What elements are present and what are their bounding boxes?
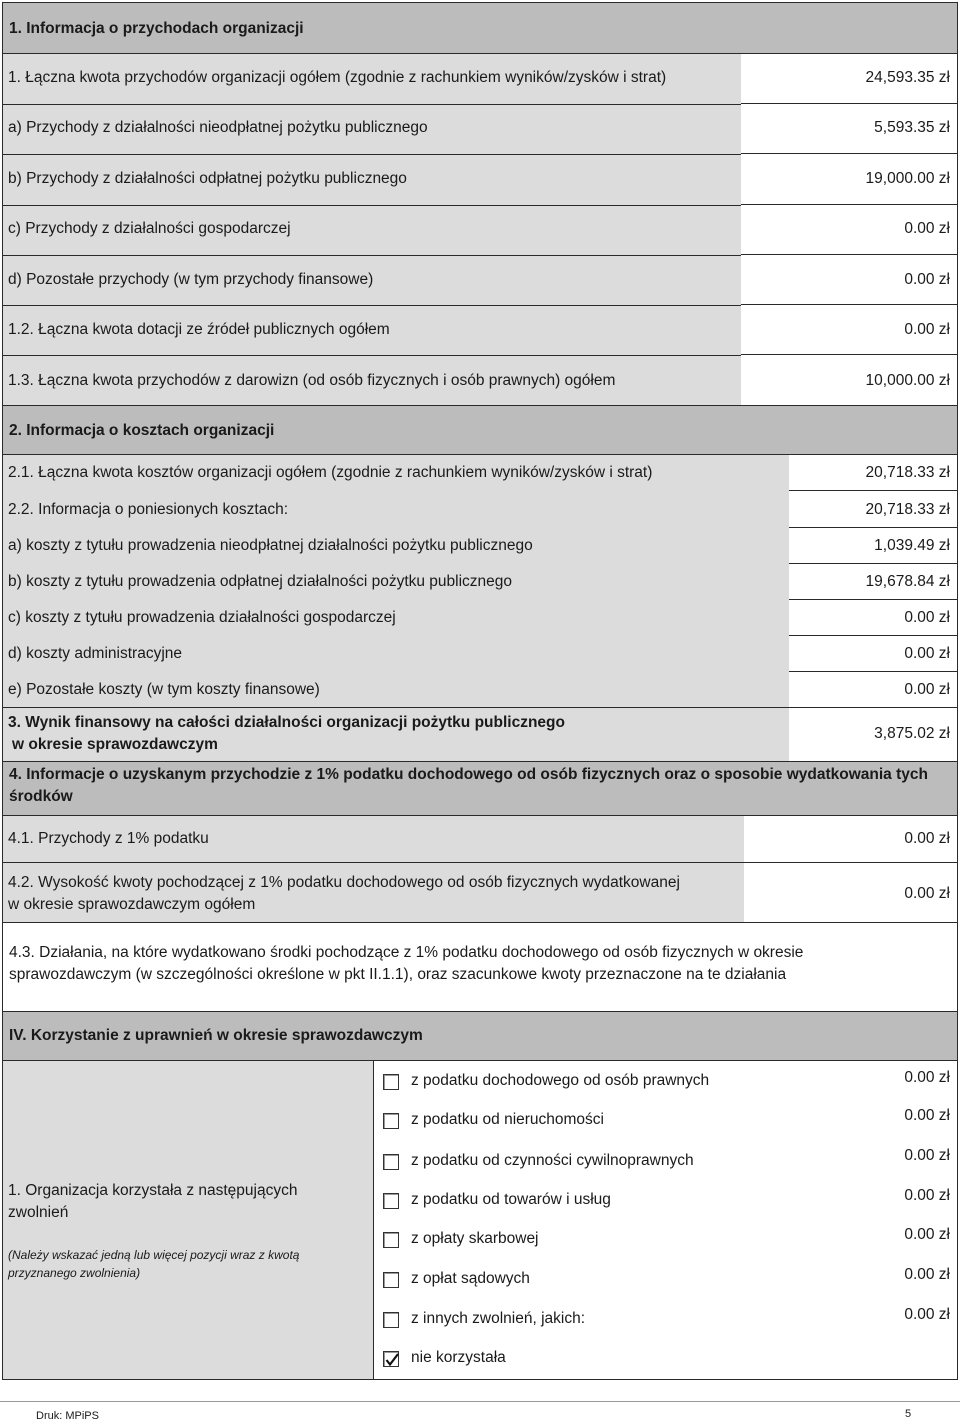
costs-d-value: 0.00 zł	[904, 645, 950, 662]
option-label: z podatku dochodowego od osób prawnych	[411, 1072, 710, 1089]
costs-a-label: a) koszty z tytułu prowadzenia nieodpłatnej działalności pożytku publicznego	[8, 537, 533, 554]
option-label: z podatku od nieruchomości	[411, 1111, 605, 1128]
exemptions-label-2: zwolnień	[8, 1204, 69, 1221]
checkbox-court-fees[interactable]	[383, 1272, 399, 1288]
costs-b-value: 19,678.84 zł	[865, 573, 950, 590]
checkbox-civil-law-tax[interactable]	[383, 1154, 399, 1170]
one-percent-revenue-label: 4.1. Przychody z 1% podatku	[8, 830, 209, 847]
costs-info-label: 2.2. Informacja o poniesionych kosztach:	[8, 501, 289, 518]
revenue-a-value: 5,593.35 zł	[874, 119, 950, 136]
exemptions-hint-2: przyznanego zwolnienia)	[8, 1266, 141, 1280]
one-percent-activities-label: 4.3. Działania, na które wydatkowano środki pochodzące z 1% podatku dochodowego od osób fizycznych w okresie	[9, 944, 804, 961]
revenue-b-label: b) Przychody z działalności odpłatnej pożytku publicznego	[8, 170, 407, 187]
footer-divider	[0, 1401, 960, 1402]
section4-header	[2, 761, 958, 816]
total-revenue-label: 1. Łączna kwota przychodów organizacji ogółem (zgodnie z rachunkiem wyników/zysków i strat)	[8, 69, 667, 86]
sectionIV-title: IV. Korzystanie z uprawnień w okresie sprawozdawczym	[9, 1027, 423, 1044]
revenue-b-value: 19,000.00 zł	[865, 170, 950, 187]
option-label: z innych zwolnień, jakich:	[411, 1310, 586, 1327]
option-label: nie korzystała	[411, 1349, 506, 1366]
revenue-c-label: c) Przychody z działalności gospodarczej	[8, 220, 291, 237]
option-value: 0.00 zł	[904, 1107, 950, 1124]
exemptions-label: 1. Organizacja korzystała z następujących	[8, 1182, 298, 1199]
costs-info-value: 20,718.33 zł	[865, 501, 950, 518]
financial-result-label-2: w okresie sprawozdawczym	[12, 736, 218, 753]
checkbox-cit[interactable]	[383, 1074, 399, 1090]
print-label: Druk: MPiPS	[36, 1410, 99, 1422]
financial-result-label: 3. Wynik finansowy na całości działalności organizacji pożytku publicznego	[8, 714, 565, 731]
one-percent-revenue-value: 0.00 zł	[904, 830, 950, 847]
costs-e-value: 0.00 zł	[904, 681, 950, 698]
section1-header	[2, 2, 958, 54]
section4-title-2: środków	[9, 788, 73, 805]
revenue-d-value: 0.00 zł	[904, 271, 950, 288]
option-value: 0.00 zł	[904, 1266, 950, 1283]
subsidies-label: 1.2. Łączna kwota dotacji ze źródeł publicznych ogółem	[8, 321, 390, 338]
costs-a-value: 1,039.49 zł	[874, 537, 950, 554]
checkbox-vat[interactable]	[383, 1193, 399, 1209]
checkbox-none[interactable]	[383, 1351, 399, 1367]
option-label: z podatku od towarów i usług	[411, 1191, 611, 1208]
section1-title: 1. Informacja o przychodach organizacji	[9, 20, 304, 37]
option-label: z opłat sądowych	[411, 1270, 530, 1287]
revenue-a-label: a) Przychody z działalności nieodpłatnej pożytku publicznego	[8, 119, 428, 136]
option-label: z podatku od czynności cywilnoprawnych	[411, 1152, 694, 1169]
donations-value: 10,000.00 zł	[865, 372, 950, 389]
sectionIV-header	[2, 1011, 958, 1061]
option-value: 0.00 zł	[904, 1226, 950, 1243]
option-value: 0.00 zł	[904, 1187, 950, 1204]
option-label: z opłaty skarbowej	[411, 1230, 539, 1247]
option-value: 0.00 zł	[904, 1069, 950, 1086]
financial-result-value: 3,875.02 zł	[874, 725, 950, 742]
revenue-d-label: d) Pozostałe przychody (w tym przychody finansowe)	[8, 271, 374, 288]
one-percent-activities-box	[2, 922, 958, 1012]
costs-e-label: e) Pozostałe koszty (w tym koszty finansowe)	[8, 681, 320, 698]
sectionIV-table	[2, 1060, 958, 1380]
section4-title: 4. Informacje o uzyskanym przychodzie z 1% podatku dochodowego od osób fizycznych oraz o sposobie wydatkowania tych	[9, 766, 928, 783]
section2-title: 2. Informacja o kosztach organizacji	[9, 422, 275, 439]
costs-b-label: b) koszty z tytułu prowadzenia odpłatnej działalności pożytku publicznego	[8, 573, 513, 590]
costs-d-label: d) koszty administracyjne	[8, 645, 183, 662]
one-percent-spent-label-2: w okresie sprawozdawczym ogółem	[8, 896, 256, 913]
total-costs-value: 20,718.33 zł	[865, 464, 950, 481]
total-costs-label: 2.1. Łączna kwota kosztów organizacji ogółem (zgodnie z rachunkiem wyników/zysków i strat)	[8, 464, 653, 481]
one-percent-spent-label: 4.2. Wysokość kwoty pochodzącej z 1% podatku dochodowego od osób fizycznych wydatkowanej	[8, 874, 680, 891]
one-percent-activities-label-2: sprawozdawczym (w szczególności określone w pkt II.1.1), oraz szacunkowe kwoty przeznaczone na te działania	[9, 966, 787, 983]
revenue-c-value: 0.00 zł	[904, 220, 950, 237]
section2-header	[2, 405, 958, 455]
checkbox-other[interactable]	[383, 1312, 399, 1328]
checkbox-property-tax[interactable]	[383, 1113, 399, 1129]
one-percent-spent-value: 0.00 zł	[904, 885, 950, 902]
check-mark-icon	[384, 1352, 400, 1368]
subsidies-value: 0.00 zł	[904, 321, 950, 338]
costs-c-value: 0.00 zł	[904, 609, 950, 626]
page-number: 5	[905, 1408, 912, 1420]
exemptions-hint: (Należy wskazać jedną lub więcej pozycji wraz z kwotą	[8, 1248, 300, 1262]
costs-c-label: c) koszty z tytułu prowadzenia działalności gospodarczej	[8, 609, 396, 626]
checkbox-stamp-duty[interactable]	[383, 1232, 399, 1248]
donations-label: 1.3. Łączna kwota przychodów z darowizn (od osób fizycznych i osób prawnych) ogółem	[8, 372, 616, 389]
option-value: 0.00 zł	[904, 1306, 950, 1323]
total-revenue-value: 24,593.35 zł	[865, 69, 950, 86]
option-value: 0.00 zł	[904, 1147, 950, 1164]
